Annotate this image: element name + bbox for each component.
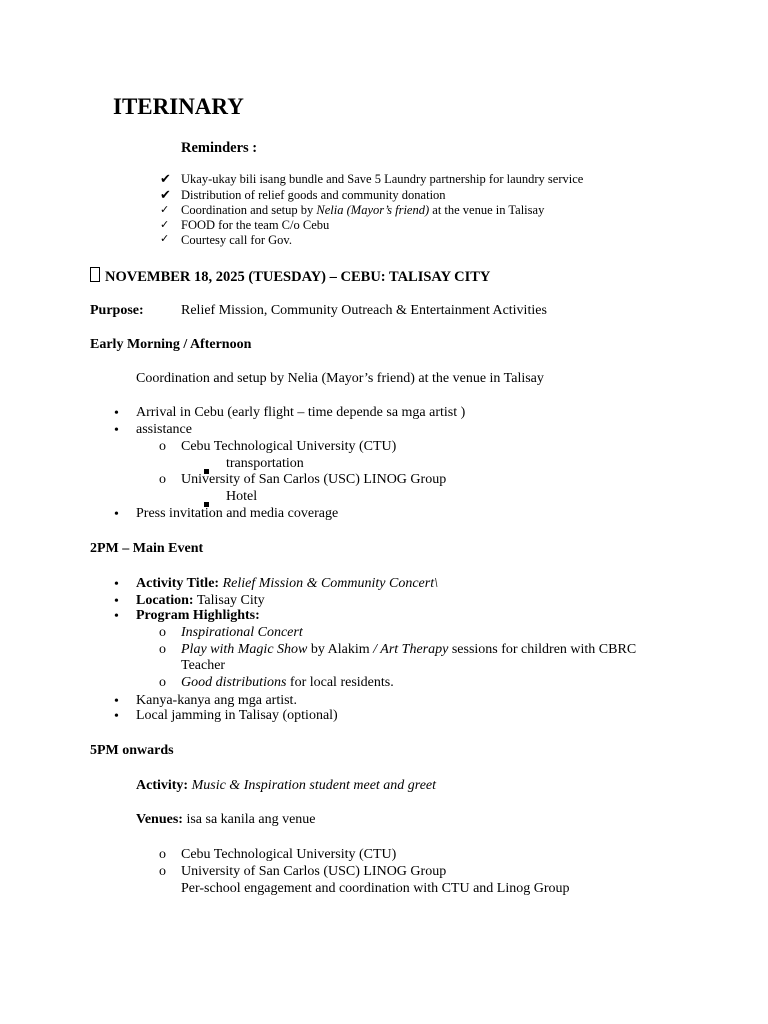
- list-item: assistance: [136, 422, 192, 437]
- bullet-icon: •: [114, 594, 119, 609]
- evening-heading: 5PM onwards: [90, 743, 174, 758]
- checkmark-icon: ✔: [160, 171, 171, 186]
- morning-heading: Early Morning / Afternoon: [90, 337, 252, 352]
- reminders-heading: Reminders :: [181, 140, 258, 156]
- bullet-icon: •: [114, 709, 119, 724]
- list-item: Hotel: [226, 489, 258, 504]
- checkmark-icon: ✓: [160, 204, 170, 216]
- purpose-value: Relief Mission, Community Outreach & Entertainment Activities: [181, 303, 547, 318]
- circle-bullet-icon: o: [159, 847, 166, 862]
- bullet-icon: •: [114, 406, 119, 421]
- main-event-heading: 2PM – Main Event: [90, 541, 204, 556]
- list-item: transportation: [226, 456, 304, 471]
- list-item: Cebu Technological University (CTU): [181, 847, 397, 862]
- list-item-continuation: Per-school engagement and coordination with CTU and Linog Group: [181, 881, 570, 896]
- circle-bullet-icon: o: [159, 864, 166, 879]
- list-item: Good distributions for local residents.: [181, 675, 394, 690]
- circle-bullet-icon: o: [159, 472, 166, 487]
- reminder-item: Courtesy call for Gov.: [181, 233, 292, 247]
- list-item: Play with Magic Show by Alakim / Art Therapy sessions for children with CBRC: [181, 642, 637, 657]
- circle-bullet-icon: o: [159, 642, 166, 657]
- bullet-icon: •: [114, 609, 119, 624]
- document-title: ITERINARY: [113, 94, 244, 119]
- bullet-icon: •: [114, 694, 119, 709]
- list-item-continuation: Teacher: [181, 658, 226, 673]
- bullet-icon: •: [114, 577, 119, 592]
- list-item: Local jamming in Talisay (optional): [136, 708, 338, 723]
- reminder-item: FOOD for the team C/o Cebu: [181, 218, 330, 232]
- bullet-icon: •: [114, 423, 119, 438]
- checkmark-icon: ✔: [160, 187, 171, 202]
- list-item: Inspirational Concert: [181, 625, 303, 640]
- list-item: Program Highlights:: [136, 608, 260, 623]
- reminder-item: Distribution of relief goods and community donation: [181, 188, 446, 202]
- morning-note: Coordination and setup by Nelia (Mayor’s friend) at the venue in Talisay: [136, 371, 544, 386]
- checkmark-icon: ✓: [160, 219, 170, 231]
- purpose-label: Purpose:: [90, 303, 144, 318]
- list-item: Kanya-kanya ang mga artist.: [136, 693, 297, 708]
- list-item: Arrival in Cebu (early flight – time depende sa mga artist ): [136, 405, 466, 420]
- list-item: Location: Talisay City: [136, 593, 265, 608]
- list-item: University of San Carlos (USC) LINOG Group: [181, 864, 447, 879]
- evening-activity: Activity: Music & Inspiration student meet and greet: [136, 778, 437, 793]
- circle-bullet-icon: o: [159, 439, 166, 454]
- missing-glyph-icon: [90, 267, 100, 282]
- checkmark-icon: ✓: [160, 233, 170, 245]
- list-item: University of San Carlos (USC) LINOG Group: [181, 472, 447, 487]
- list-item: Press invitation and media coverage: [136, 506, 339, 521]
- circle-bullet-icon: o: [159, 625, 166, 640]
- evening-venues: Venues: isa sa kanila ang venue: [136, 812, 316, 827]
- list-item: Cebu Technological University (CTU): [181, 439, 397, 454]
- circle-bullet-icon: o: [159, 675, 166, 690]
- list-item: Activity Title: Relief Mission & Community Concert\: [136, 576, 438, 591]
- bullet-icon: •: [114, 507, 119, 522]
- reminder-item: Ukay-ukay bili isang bundle and Save 5 Laundry partnership for laundry service: [181, 172, 584, 186]
- date-heading: NOVEMBER 18, 2025 (TUESDAY) – CEBU: TALISAY CITY: [90, 267, 490, 286]
- reminder-item: Coordination and setup by Nelia (Mayor’s friend) at the venue in Talisay: [181, 203, 545, 217]
